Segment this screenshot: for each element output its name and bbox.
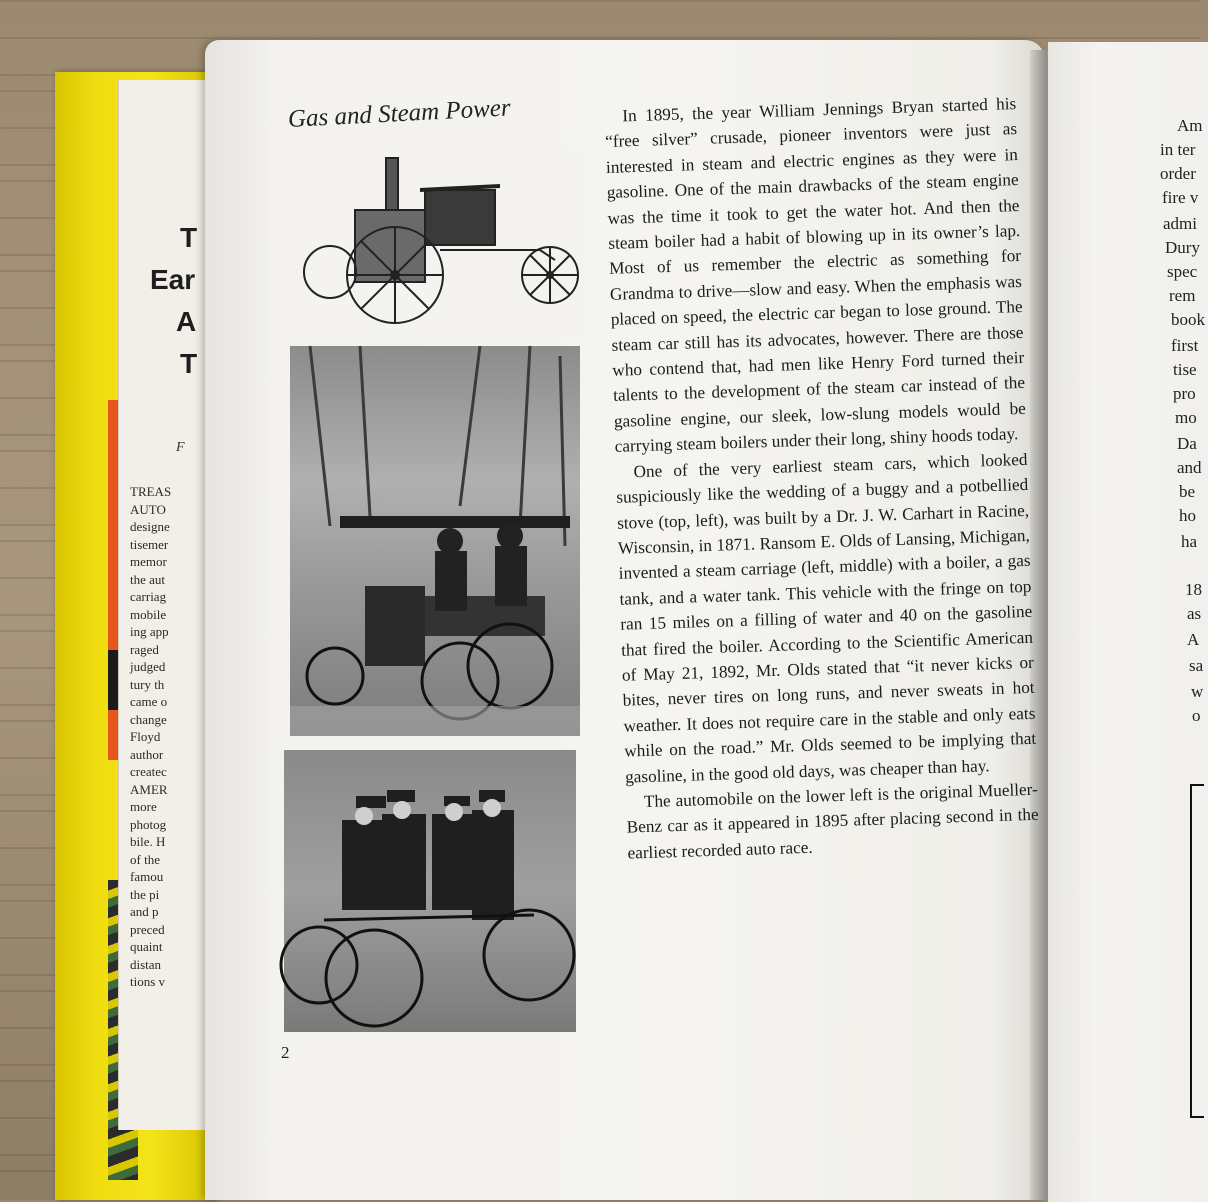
facing-page-line: w: [1191, 682, 1204, 701]
steam-buggy-engraving: [300, 150, 585, 335]
facing-page-line: and: [1177, 458, 1202, 477]
cover-flap-line: famou: [130, 869, 164, 884]
cover-flap-line: judged: [130, 659, 166, 674]
cover-author-initial: F: [176, 440, 185, 455]
cover-flap-line: tury th: [130, 676, 165, 692]
cover-flap-line: of the: [130, 851, 160, 867]
cover-flap-line: bile. H: [130, 834, 166, 849]
facing-page-line: as: [1187, 604, 1202, 623]
cover-flap-line: Floyd: [130, 729, 161, 744]
facing-page-line: A: [1187, 630, 1200, 649]
facing-page-line: pro: [1173, 384, 1196, 403]
cover-flap-line: the pi: [130, 886, 160, 902]
cover-flap-line: tions v: [130, 974, 166, 989]
facing-page-line: fire v: [1162, 188, 1199, 207]
facing-page-line: Da: [1177, 434, 1197, 453]
facing-page-line: ha: [1181, 532, 1198, 551]
wood-grain: [0, 37, 1200, 39]
facing-page-line: sa: [1189, 656, 1204, 675]
cover-flap-line: designe: [130, 519, 170, 534]
cover-flap-line: came o: [130, 694, 168, 709]
cover-title-fragment: A: [176, 306, 197, 337]
facing-page-line: ho: [1179, 506, 1196, 525]
cover-flap-line: createc: [130, 764, 167, 779]
facing-page-line: mo: [1175, 408, 1197, 427]
page-title: Gas and Steam Power: [287, 94, 512, 133]
cover-flap-line: change: [130, 711, 167, 727]
facing-page-line: rem: [1169, 286, 1196, 305]
cover-flap-line: ing app: [130, 624, 169, 639]
body-paragraph: The automobile on the lower left is the original Mueller-Benz car as it appeared in 1895 after placing second in the earliest recorded auto race.: [626, 779, 1039, 863]
facing-page-line: o: [1192, 706, 1201, 725]
cover-flap-line: and p: [130, 904, 159, 919]
facing-page-line: be: [1179, 482, 1196, 501]
cover-flap-line: author: [130, 746, 164, 762]
mueller-benz-car-photo: [284, 750, 576, 1032]
wood-grain: [0, 0, 1200, 2]
facing-page-line: Dury: [1165, 238, 1200, 257]
facing-page-line: in ter: [1160, 140, 1196, 159]
olds-steam-carriage-photo: [290, 346, 580, 736]
cover-title-fragment: T: [180, 222, 198, 253]
cover-flap-line: memor: [130, 554, 167, 569]
facing-page-line: 18: [1185, 580, 1202, 599]
cover-title-fragment: Ear: [150, 264, 196, 295]
cover-flap-line: distan: [130, 956, 162, 972]
cover-title-fragment: T: [180, 348, 198, 379]
cover-flap-line: preced: [130, 921, 165, 937]
cover-flap-line: photog: [130, 816, 167, 832]
cover-flap-line: more: [130, 799, 157, 814]
facing-page-line: admi: [1163, 214, 1197, 233]
cover-flap-line: carriag: [130, 589, 167, 604]
cover-flap-line: AUTO: [130, 501, 166, 517]
cover-flap-line: AMER: [130, 781, 168, 797]
cover-flap-line: tisemer: [130, 536, 169, 552]
facing-page-line: spec: [1167, 262, 1198, 281]
facing-page-line: order: [1160, 164, 1196, 183]
body-paragraph: In 1895, the year William Jennings Bryan started his “free silver” crusade, pioneer inventors were just as interested in steam and electric engines as they were in gasoline. One of the main drawbacks of the steam engine was the time it took to get the water hot. And then the steam boiler had a habit of blowing up in its owner’s lap. Most of us remember the electric as something for Grandma to drive—slow and easy. When the emphasis was placed on speed, the electric car began to lose ground. The steam car still has its advocates, however. There are those who contend that, had men like Henry Ford turned their talents to the development of the steam car instead of the gasoline engine, our sleek, low-slung models would be carrying steam boilers under their long, shiny hoods today.: [604, 94, 1027, 457]
facing-page-photo-frame: [1190, 784, 1204, 1118]
body-paragraph: One of the very earliest steam cars, which looked suspiciously like the wedding of a buggy and a potbellied stove (top, left), was built by a Dr. J. W. Carhart in Racine, Wisconsin, in 1871. Ransom E. Olds of Lansing, Michigan, invented a steam carriage (left, middle) with a boiler, a gas tank, and a water tank. This vehicle with the fringe on top ran 15 miles on a filling of water and 40 on the gasoline that fired the boiler. According to the Scientific American of May 21, 1892, Mr. Olds stated that “it never kicks or bites, never tires on long runs, and never sweats in hot weather. It does not require care in the stable and only eats while on the road.” Mr. Olds seemed to be implying that gasoline, in the good old days, was cheaper than hay.: [616, 449, 1037, 787]
facing-page-line: book: [1171, 310, 1205, 329]
facing-page-line: Am: [1177, 116, 1203, 135]
cover-flap-line: quaint: [130, 939, 163, 954]
cover-flap-line: raged: [130, 641, 159, 657]
article-body: [604, 91, 1040, 866]
cover-flap-line: mobile: [130, 606, 167, 622]
facing-page-line: first: [1171, 336, 1199, 355]
page-number: 2: [281, 1043, 290, 1062]
cover-flap-line: TREAS: [130, 484, 172, 499]
cover-flap-line: the aut: [130, 571, 166, 587]
facing-page-line: tise: [1173, 360, 1197, 379]
